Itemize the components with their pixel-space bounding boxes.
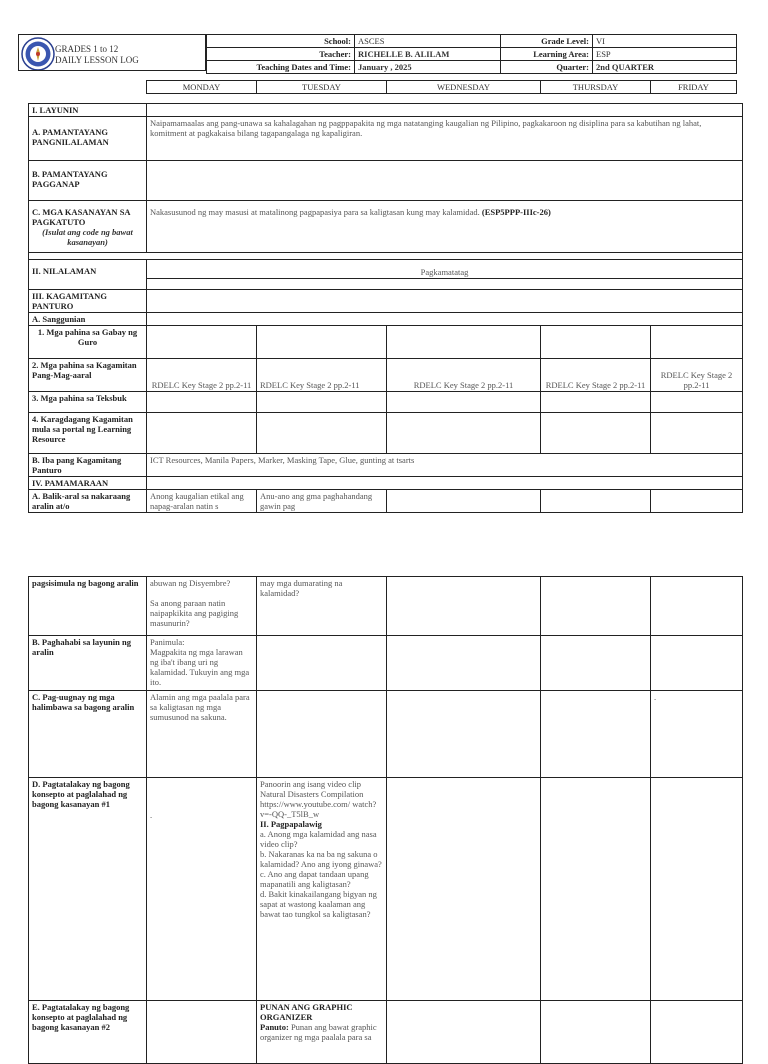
day-thursday: THURSDAY xyxy=(541,81,651,94)
day-monday: MONDAY xyxy=(147,81,257,94)
layunin-cell xyxy=(147,104,743,117)
e-tue-text: Punan ang bawat graphic organizer ng mga paalala para sa xyxy=(260,1022,377,1042)
dates-label: Teaching Dates and Time: xyxy=(207,61,355,74)
kasanayan-cell xyxy=(29,201,147,253)
balik-aral-mon-b: abuwan ng Disyembre? Sa anong paraan natin naipapkikita ang pagiging masunurin? xyxy=(147,577,257,636)
balik-aral-fri-a xyxy=(651,490,743,513)
e-mon xyxy=(147,1001,257,1064)
balik-aral-wed-b xyxy=(387,577,541,636)
d-label: D. Pagtatalakay ng bagong konsepto at paglalahad ng bagong kasanayan #1 xyxy=(29,778,147,1001)
school-value: ASCES xyxy=(355,35,501,48)
balik-aral-label-b: pagsisimula ng bagong aralin xyxy=(29,577,147,636)
iba-text: ICT Resources, Manila Papers, Marker, Masking Tape, Glue, gunting at tsarts xyxy=(147,454,743,477)
form-title-line1: GRADES 1 to 12 xyxy=(55,44,119,54)
day-tuesday: TUESDAY xyxy=(257,81,387,94)
day-friday: FRIDAY xyxy=(651,81,737,94)
e-thu xyxy=(541,1001,651,1064)
e-fri xyxy=(651,1001,743,1064)
pagganap-label: B. PAMANTAYANG PAGGANAP xyxy=(29,161,147,201)
nilalaman-label: II. NILALAMAN xyxy=(29,260,147,290)
form-title-line2: DAILY LESSON LOG xyxy=(55,55,139,65)
d-mon: . xyxy=(147,778,257,1001)
logo-cell xyxy=(19,35,206,71)
e-tue-cell xyxy=(257,1001,387,1064)
school-label: School: xyxy=(207,35,355,48)
pag-uugnay-tue xyxy=(257,691,387,778)
teacher-label: Teacher: xyxy=(207,48,355,61)
d-thu xyxy=(541,778,651,1001)
rdelc-wed: RDELC Key Stage 2 pp.2-11 xyxy=(387,359,541,392)
balik-aral-fri-b xyxy=(651,577,743,636)
grade-value: VI xyxy=(593,35,737,48)
kasanayan-label: C. MGA KASANAYAN SA PAGKATUTO xyxy=(32,207,131,227)
header-info-table xyxy=(206,34,737,74)
teksbuk-tue xyxy=(257,392,387,413)
sanggunian-label: A. Sanggunian xyxy=(29,313,147,326)
balik-aral-thu-b xyxy=(541,577,651,636)
e-wed xyxy=(387,1001,541,1064)
kasanayan-text: Nakasusunod ng may masusi at matalinong pagpapasiya para sa kaligtasan kung may kalamidad. xyxy=(150,207,480,217)
nilalaman-text: Pagkamatatag xyxy=(147,266,742,279)
paghahabi-wed xyxy=(387,636,541,691)
teacher-value: RICHELLE B. ALILAM xyxy=(355,48,501,61)
quarter-value: 2nd QUARTER xyxy=(593,61,737,74)
karagdagang-tue xyxy=(257,413,387,454)
rdelc-mon: RDELC Key Stage 2 pp.2-11 xyxy=(147,359,257,392)
lesson-table-part2 xyxy=(28,576,743,1064)
day-wednesday: WEDNESDAY xyxy=(387,81,541,94)
iba-label: B. Iba pang Kagamitang Panturo xyxy=(29,454,147,477)
teksbuk-fri xyxy=(651,392,743,413)
pag-uugnay-label: C. Pag-uugnay ng mga halimbawa sa bagong aralin xyxy=(29,691,147,778)
pag-uugnay-fri: . xyxy=(651,691,743,778)
d-wed xyxy=(387,778,541,1001)
paghahabi-thu xyxy=(541,636,651,691)
teksbuk-mon xyxy=(147,392,257,413)
guro-tue xyxy=(257,326,387,359)
kagamitan-label: III. KAGAMITANG PANTURO xyxy=(29,290,147,313)
grade-label: Grade Level: xyxy=(501,35,593,48)
paghahabi-label: B. Paghahabi sa layunin ng aralin xyxy=(29,636,147,691)
spacer-row xyxy=(29,253,743,260)
kasanayan-code: (ESP5PPP-IIIc-26) xyxy=(481,207,551,217)
balik-aral-mon-a: Anong kaugalian etikal ang napag-aralan natin s xyxy=(147,490,257,513)
rdelc-fri: RDELC Key Stage 2 pp.2-11 xyxy=(651,359,743,392)
mag-aaral-label: 2. Mga pahina sa Kagamitan Pang-Mag-aaral xyxy=(29,359,147,392)
d-tue-cell xyxy=(257,778,387,1001)
karagdagang-fri xyxy=(651,413,743,454)
guro-thu xyxy=(541,326,651,359)
pamantayang-label: A. PAMANTAYANG PANGNILALAMAN xyxy=(29,117,147,161)
balik-aral-label-a: A. Balik-aral sa nakaraang aralin at/o xyxy=(29,490,147,513)
guro-label: 1. Mga pahina sa Gabay ng Guro xyxy=(29,326,147,359)
balik-aral-tue-b: may mga dumarating na kalamidad? xyxy=(257,577,387,636)
karagdagang-thu xyxy=(541,413,651,454)
lesson-table-part1 xyxy=(28,103,743,513)
rdelc-tue: RDELC Key Stage 2 pp.2-11 xyxy=(257,359,387,392)
area-value: ESP xyxy=(593,48,737,61)
kasanayan-note: (Isulat ang code ng bawat kasanayan) xyxy=(42,227,133,247)
d-fri xyxy=(651,778,743,1001)
teksbuk-wed xyxy=(387,392,541,413)
quarter-label: Quarter: xyxy=(501,61,593,74)
teksbuk-label: 3. Mga pahina sa Teksbuk xyxy=(29,392,147,413)
rdelc-thu: RDELC Key Stage 2 pp.2-11 xyxy=(541,359,651,392)
e-tue-heading: PUNAN ANG GRAPHIC ORGANIZER xyxy=(260,1002,353,1022)
header-logo-box xyxy=(18,34,206,71)
kagamitan-cell xyxy=(147,290,743,313)
teksbuk-thu xyxy=(541,392,651,413)
d-tue-video: Panoorin ang isang video clip Natural Disasters Compilation https://www.youtube.com/ watch?v=-QQ-_T5lB_w xyxy=(260,779,377,819)
paghahabi-tue xyxy=(257,636,387,691)
sanggunian-cell xyxy=(147,313,743,326)
area-label: Learning Area: xyxy=(501,48,593,61)
e-label: E. Pagtatalakay ng bagong konsepto at paglalahad ng bagong kasanayan #2 xyxy=(29,1001,147,1064)
pag-uugnay-thu xyxy=(541,691,651,778)
karagdagang-label: 4. Karagdagang Kagamitan mula sa portal ng Learning Resource xyxy=(29,413,147,454)
e-tue-panuto: Panuto: xyxy=(260,1022,289,1032)
pamamaraan-label: IV. PAMAMARAAN xyxy=(29,477,147,490)
nilalaman-cell xyxy=(147,260,743,290)
layunin-label: I. LAYUNIN xyxy=(29,104,147,117)
dates-value: January , 2025 xyxy=(355,61,501,74)
d-tue-heading: II. Pagpapalawig xyxy=(260,819,322,829)
karagdagang-mon xyxy=(147,413,257,454)
kasanayan-text-cell xyxy=(147,201,743,253)
pagganap-cell xyxy=(147,161,743,201)
guro-mon xyxy=(147,326,257,359)
paghahabi-mon: Panimula: Magpakita ng mga larawan ng iba't ibang uri ng kalamidad. Tukuyin ang mga ito. xyxy=(147,636,257,691)
karagdagang-wed xyxy=(387,413,541,454)
pag-uugnay-mon: Alamin ang mga paalala para sa kaligtasan ng mga sumusunod na sakuna. xyxy=(147,691,257,778)
pamamaraan-cell xyxy=(147,477,743,490)
pag-uugnay-wed xyxy=(387,691,541,778)
day-header-table xyxy=(146,80,737,94)
guro-fri xyxy=(651,326,743,359)
pamantayang-text: Naipamamaalas ang pang-unawa sa kahalagahan ng pagppapakita ng mga natatanging kaugalian ng Pilipino, pagkakaroon ng disiplina para sa kabutihan ng lahat, komitment at pagkakaisa bilang tagapangalaga ng kapaligiran. xyxy=(147,117,743,161)
d-tue-questions: a. Anong mga kalamidad ang nasa video clip? b. Nakaranas ka na ba ng sakuna o kalamidad? Ano ang iyong ginawa? c. Ano ang dapat tandaan upang mapanatili ang kaligtasan? d. Bakit kinakailangang bigyan ng sapat at wastong kaalaman ang bawat tao tungkol sa kaligtasan? xyxy=(260,829,382,919)
balik-aral-wed-a xyxy=(387,490,541,513)
paghahabi-fri xyxy=(651,636,743,691)
guro-wed xyxy=(387,326,541,359)
balik-aral-tue-a: Anu-ano ang gma paghahandang gawin pag xyxy=(257,490,387,513)
balik-aral-thu-a xyxy=(541,490,651,513)
